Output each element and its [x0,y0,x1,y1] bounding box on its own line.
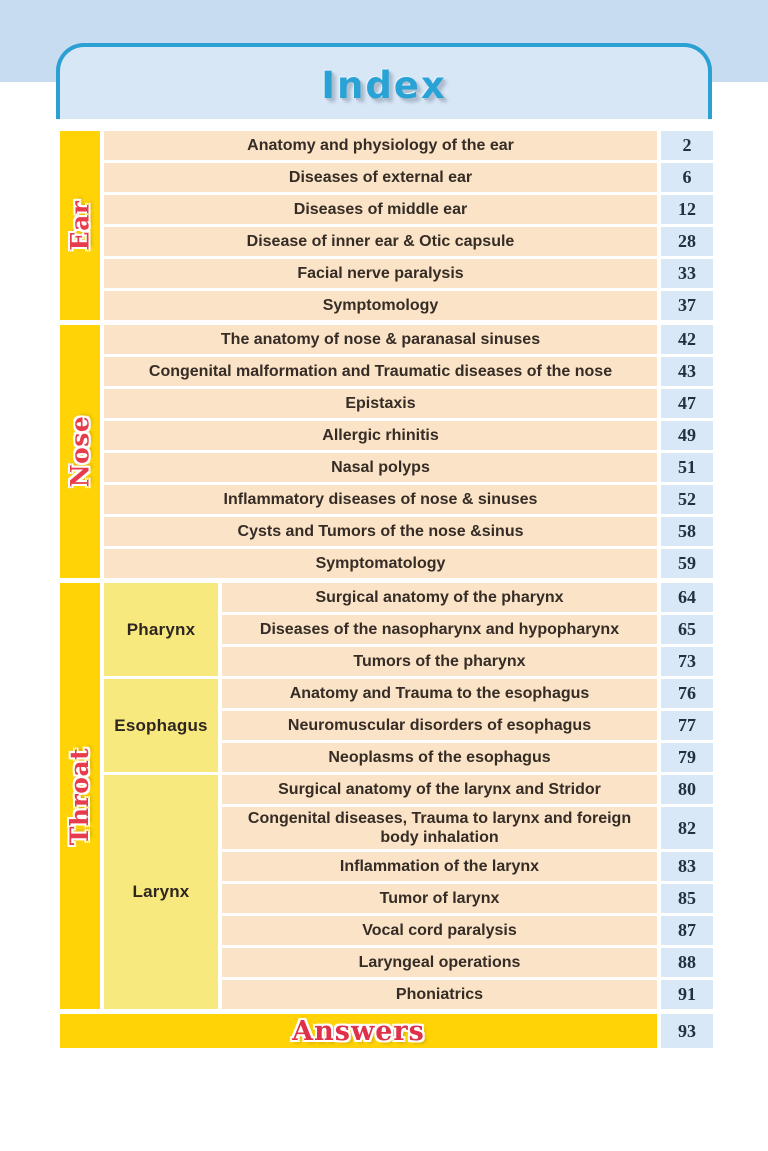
toc-section-nose [60,325,713,578]
toc-row [222,775,713,804]
toc-row-title: Symptomatology [104,549,657,578]
section-label-text: Throat [65,747,95,845]
toc-row-page-number: 52 [661,485,713,514]
toc-row-page-number: 33 [661,259,713,288]
toc-row [222,948,713,977]
toc-row-title: Anatomy and physiology of the ear [104,131,657,160]
section-label-ear [60,131,100,320]
toc-row-page-number: 58 [661,517,713,546]
toc-row-title: Phoniatrics [222,980,657,1009]
toc-rows [222,679,713,772]
toc-row-page-number: 64 [661,583,713,612]
group-label-larynx: Larynx [104,775,218,1009]
toc-row-title: Disease of inner ear & Otic capsule [104,227,657,256]
toc-row-title: Diseases of external ear [104,163,657,192]
toc-row [222,916,713,945]
toc-row [104,549,713,578]
toc-row-page-number: 80 [661,775,713,804]
toc-row-page-number: 85 [661,884,713,913]
toc-sections [60,131,713,1009]
toc-row-page-number: 47 [661,389,713,418]
toc-row-title: Laryngeal operations [222,948,657,977]
toc-row-page-number: 73 [661,647,713,676]
toc-row [222,647,713,676]
toc-row [222,807,713,849]
toc-row-page-number: 91 [661,980,713,1009]
section-label-nose [60,325,100,578]
toc-row [222,980,713,1009]
toc-row-title: Tumors of the pharynx [222,647,657,676]
toc-row [104,325,713,354]
page-title: Index [321,63,447,107]
toc-row-page-number: 37 [661,291,713,320]
toc-row-page-number: 2 [661,131,713,160]
toc-row-page-number: 87 [661,916,713,945]
toc-row-title: Nasal polyps [104,453,657,482]
toc-row-page-number: 28 [661,227,713,256]
toc-row-page-number: 79 [661,743,713,772]
toc-rows [104,325,713,578]
toc-row-page-number: 59 [661,549,713,578]
toc-row [222,679,713,708]
section-label-text: Ear [65,200,95,251]
toc-rows [222,775,713,1009]
toc-row-page-number: 42 [661,325,713,354]
toc-row-page-number: 83 [661,852,713,881]
toc-row [222,884,713,913]
toc-row-title: Epistaxis [104,389,657,418]
answers-page-number: 93 [661,1014,713,1048]
toc-row-page-number: 88 [661,948,713,977]
toc-table [60,131,713,1048]
toc-row [222,852,713,881]
toc-row-page-number: 65 [661,615,713,644]
toc-group-esophagus [104,679,713,772]
toc-row-title: Neuromuscular disorders of esophagus [222,711,657,740]
toc-row-title: Diseases of the nasopharynx and hypopharynx [222,615,657,644]
section-label-throat [60,583,100,1009]
toc-row-title: The anatomy of nose & paranasal sinuses [104,325,657,354]
toc-row-title: Surgical anatomy of the larynx and Stridor [222,775,657,804]
toc-row-page-number: 49 [661,421,713,450]
toc-row [222,583,713,612]
toc-section-ear [60,131,713,320]
toc-row-title: Cysts and Tumors of the nose &sinus [104,517,657,546]
section-body-nose [104,325,713,578]
toc-row-title: Congenital diseases, Trauma to larynx and foreign body inhalation [222,807,657,849]
toc-row-page-number: 43 [661,357,713,386]
toc-rows [222,583,713,676]
toc-group-pharynx [104,583,713,676]
toc-row-title: Congenital malformation and Traumatic diseases of the nose [104,357,657,386]
toc-group [104,325,713,578]
toc-row [222,743,713,772]
toc-group [104,131,713,320]
toc-row-title: Inflammatory diseases of nose & sinuses [104,485,657,514]
toc-row [104,421,713,450]
answers-row [60,1014,713,1048]
toc-row [222,711,713,740]
toc-row-title: Symptomology [104,291,657,320]
toc-row-title: Surgical anatomy of the pharynx [222,583,657,612]
toc-row [104,389,713,418]
answers-label: Answers [60,1014,657,1048]
toc-row-title: Anatomy and Trauma to the esophagus [222,679,657,708]
toc-row [104,517,713,546]
toc-row [104,163,713,192]
section-body-throat [104,583,713,1009]
toc-row [104,131,713,160]
toc-row-title: Facial nerve paralysis [104,259,657,288]
group-label-pharynx: Pharynx [104,583,218,676]
toc-row-page-number: 51 [661,453,713,482]
toc-row [104,485,713,514]
toc-row [222,615,713,644]
group-label-esophagus: Esophagus [104,679,218,772]
toc-row [104,227,713,256]
toc-row-title: Neoplasms of the esophagus [222,743,657,772]
toc-row [104,291,713,320]
toc-row-page-number: 76 [661,679,713,708]
toc-row [104,357,713,386]
toc-row-title: Tumor of larynx [222,884,657,913]
toc-row-page-number: 12 [661,195,713,224]
toc-rows [104,131,713,320]
toc-row-page-number: 77 [661,711,713,740]
toc-row [104,259,713,288]
section-label-text: Nose [65,415,95,488]
toc-group-larynx [104,775,713,1009]
toc-section-throat [60,583,713,1009]
title-card [56,43,712,119]
toc-row [104,195,713,224]
toc-row-title: Inflammation of the larynx [222,852,657,881]
section-body-ear [104,131,713,320]
toc-row-page-number: 6 [661,163,713,192]
toc-row-page-number: 82 [661,807,713,849]
toc-row-title: Vocal cord paralysis [222,916,657,945]
toc-row-title: Diseases of middle ear [104,195,657,224]
toc-row [104,453,713,482]
toc-row-title: Allergic rhinitis [104,421,657,450]
